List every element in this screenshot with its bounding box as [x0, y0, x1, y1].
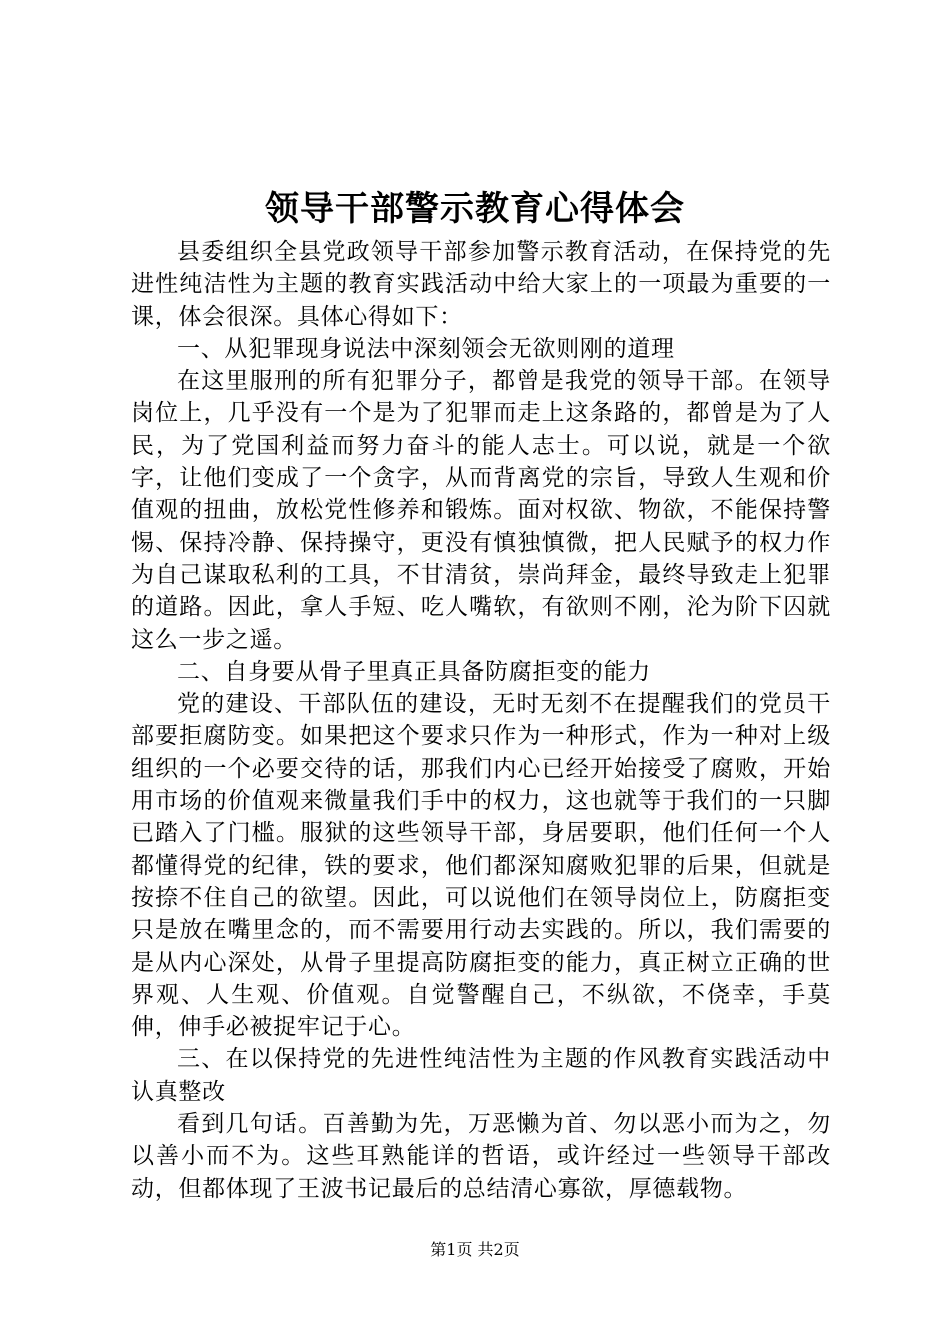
section-heading-1: 一、从犯罪现身说法中深刻领会无欲则刚的道理 — [177, 335, 675, 362]
page-footer: 第1页 共2页 — [430, 1240, 520, 1259]
paragraph-intro: 县委组织全县党政领导干部参加警示教育活动，在保持党的先进性纯洁性为主题的教育实践活动中给大家上的一项最为重要的一课，体会很深。具体心得如下： — [131, 239, 831, 330]
paragraph-section-1: 在这里服刑的所有犯罪分子，都曾是我党的领导干部。在领导岗位上，几乎没有一个是为了犯罪而走上这条路的，都曾是为了人民，为了党国利益而努力奋斗的能人志士。可以说，就是一个欲字，让他们变成了一个贪字，从而背离党的宗旨，导致人生观和价值观的扭曲，放松党性修养和锻炼。面对权欲、物欲，不能保持警惕、保持冷静、保持操守，更没有慎独慎微，把人民赋予的权力作为自己谋取私利的工具，不甘清贫，崇尚拜金，最终导致走上犯罪的道路。因此，拿人手短、吃人嘴软，有欲则不刚，沦为阶下囚就这么一步之遥。 — [131, 368, 831, 653]
paragraph-section-2: 党的建设、干部队伍的建设，无时无刻不在提醒我们的党员干部要拒腐防变。如果把这个要求只作为一种形式，作为一种对上级组织的一个必要交待的话，那我们内心已经开始接受了腐败，开始用市场的价值观来微量我们手中的权力，这也就等于我们的一只脚已踏入了门槛。服狱的这些领导干部，身居要职，他们任何一个人都懂得党的纪律，铁的要求，他们都深知腐败犯罪的后果，但就是按捺不住自己的欲望。因此，可以说他们在领导岗位上，防腐拒变只是放在嘴里念的，而不需要用行动去实践的。所以，我们需要的是从内心深处，从骨子里提高防腐拒变的能力，真正树立正确的世界观、人生观、价值观。自觉警醒自己，不纵欲，不侥幸，手莫伸，伸手必被捉牢记于心。 — [131, 691, 831, 1041]
paragraph-section-3: 看到几句话。百善勤为先，万恶懒为首、勿以恶小而为之，勿以善小而不为。这些耳熟能详的哲语，或许经过一些领导干部改动，但都体现了王波书记最后的总结清心寡欲，厚德载物。 — [131, 1111, 831, 1202]
document-body — [131, 236, 831, 1205]
section-heading-2: 二、自身要从骨子里真正具备防腐拒变的能力 — [177, 658, 651, 685]
section-heading-3: 三、在以保持党的先进性纯洁性为主题的作风教育实践活动中认真整改 — [131, 1046, 831, 1105]
document-title: 领导干部警示教育心得体会 — [265, 189, 685, 229]
